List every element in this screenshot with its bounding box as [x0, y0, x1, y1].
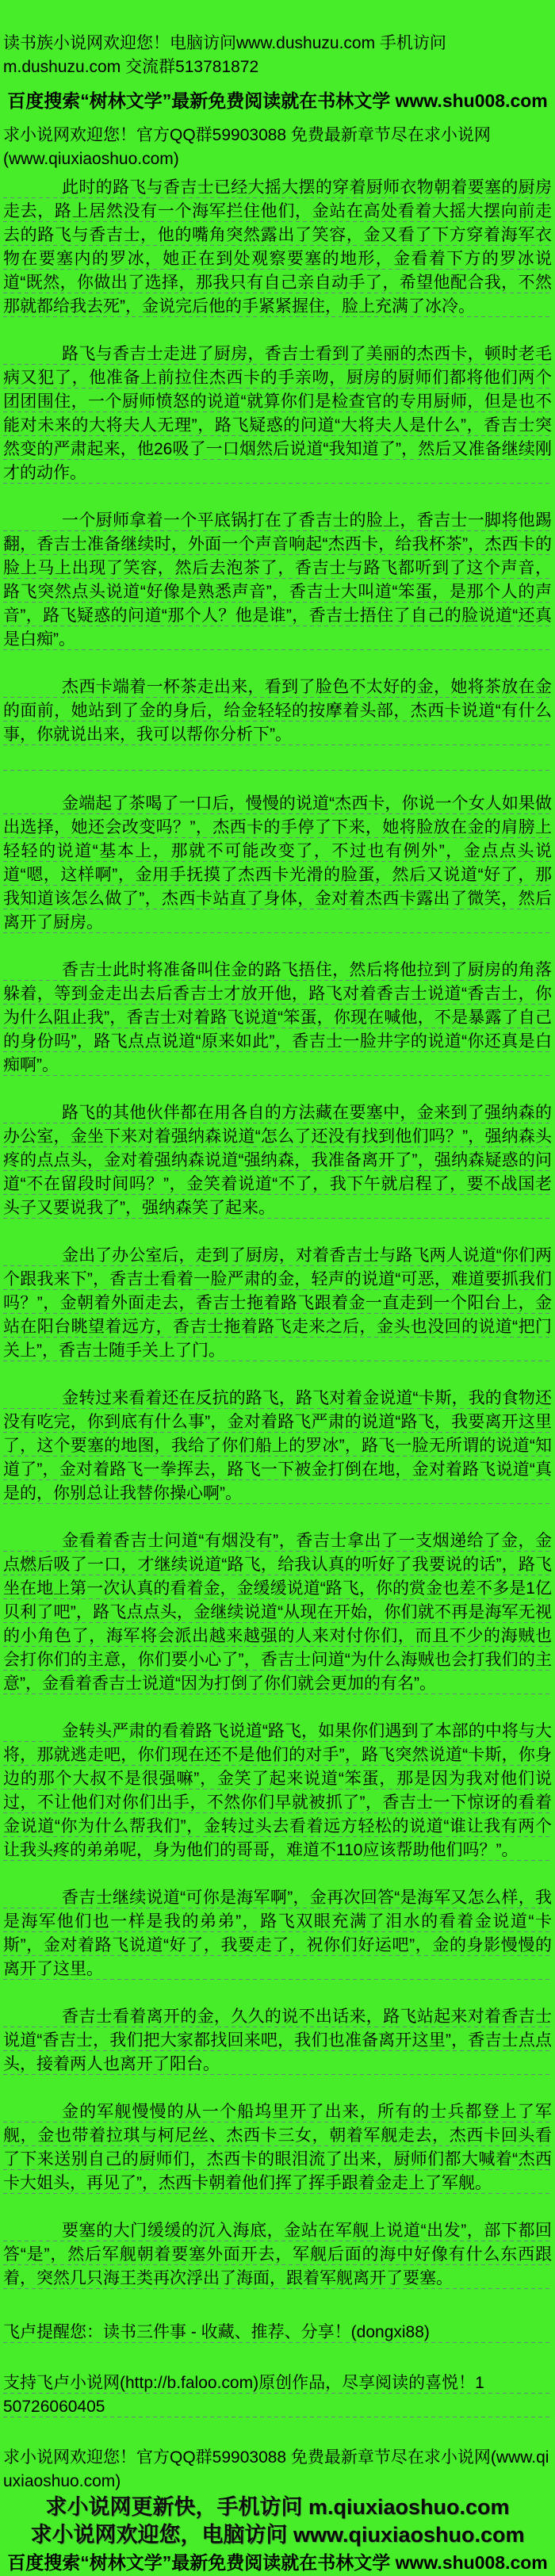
novel-paragraph: 香吉士看着离开的金，久久的说不出话来，路飞站起来对着香吉士说道“香吉士，我们把大家都找回来吧，我们也准备离开这里”，香吉士点点头，接着两人也离开了阳台。	[3, 2005, 552, 2076]
novel-paragraph: 香吉士继续说道“可你是海军啊”，金再次回答“是海军又怎么样，我是海军他们也一样是我的弟弟”，路飞双眼充满了泪水的看着金说道“卡斯”，金对着路飞说道“好了，我要走了，祝你们好运吧”，金的身影慢慢的离开了这里。	[3, 1886, 552, 1981]
qiuxiaoshuo-footer-banner: 求小说网欢迎您！官方QQ群59903088 免费最新章节尽在求小说网(www.qiuxiaoshuo.com)	[3, 2448, 549, 2490]
page-footer	[3, 2321, 552, 2576]
novel-paragraph: 此时的路飞与香吉士已经大摇大摆的穿着厨师衣物朝着要塞的厨房走去，路上居然没有一个海军拦住他们，金站在高处看着大摇大摆向前走去的路飞与香吉士，他的嘴角突然露出了笑容，金又看了下方穿着海军衣物在要塞内的罗冰，她正在到处观察要塞的地形，金看着下方的罗冰说道“既然，你做出了选择，那我只有自己亲自动手了，希望他配合我，不然那就都给我去死”，金说完后他的手紧紧握住，脸上充满了冰冷。	[3, 176, 552, 319]
novel-paragraph: 路飞与香吉士走进了厨房，香吉士看到了美丽的杰西卡，顿时老毛病又犯了，他准备上前拉住杰西卡的手亲吻，厨房的厨师们都将他们两个团团围住，一个厨师愤怒的说道“就算你们是检查官的专用厨师，但是也不能对未来的大将夫人无理”，路飞疑惑的问道“大将夫人是什么”，香吉士突然变的严肃起来，他26吸了一口烟然后说道“我知道了”，然后又准备继续刚才的动作。	[3, 343, 552, 485]
novel-paragraph: 金的军舰慢慢的从一个船坞里开了出来，所有的士兵都登上了军舰，金也带着拉琪与柯尼丝、杰西卡三女，朝着军舰走去，杰西卡回头看了下来送别自己的厨师们，杰西卡的眼泪流了出来，厨师们都大喊着“杰西卡大姐头，再见了”，杰西卡朝着他们挥了挥手跟着金走上了军舰。	[3, 2100, 552, 2195]
blank-underline-row	[3, 748, 552, 772]
novel-paragraph: 要塞的大门缓缓的沉入海底，金站在军舰上说道“出发”，部下都回答“是”，然后军舰朝着要塞外面开去，军舰后面的海中好像有什么东西跟着，突然几只海王类再次浮出了海面，跟着军舰离开了要塞。	[3, 2219, 552, 2291]
novel-paragraph: 路飞的其他伙伴都在用各自的方法藏在要塞中，金来到了强纳森的办公室，金坐下来对着强纳森说道“怎么了还没有找到他们吗？”，强纳森头疼的点点头，金对着强纳森说道“强纳森，我准备离开了”，强纳森疑惑的问道“不在留段时间吗？”，金笑着说道“不了，我下午就启程了，要不战国老头子又要说我了”，强纳森笑了起来。	[3, 1101, 552, 1220]
novel-paragraph: 金端起了茶喝了一口后，慢慢的说道“杰西卡，你说一个女人如果做出选择，她还会改变吗？”，杰西卡的手停了下来，她将脸放在金的肩膀上轻轻的说道“基本上，那就不可能改变了，不过也有例外”，金点点头说道“嗯，这样啊”，金用手抚摸了杰西卡光滑的脸蛋，然后又说道“好了，那我知道该怎么做了”，杰西卡站直了身体，金对着杰西卡露出了微笑，然后离开了厨房。	[3, 792, 552, 935]
chapter-body	[3, 176, 552, 2291]
novel-paragraph: 香吉士此时将准备叫住金的路飞捂住，然后将他拉到了厨房的角落躲着，等到金走出去后香吉士才放开他，路飞对着香吉士说道“香吉士，你为什么阻止我”，香吉士对着路飞说道“笨蛋，你现在喊他，不是暴露了自己的身份吗”，路飞点点说道“原来如此”，香吉士一脸井字的说道“你还真是白痴啊”。	[3, 959, 552, 1077]
novel-paragraph: 金转头严肃的看着路飞说道“路飞，如果你们遇到了本部的中将与大将，那就逃走吧，你们现在还不是他们的对手”，路飞突然说道“卡斯，你身边的那个大叔不是很强嘛”，金笑了起来说道“笨蛋，那是因为我对他们说过，不让他们对你们出手，不然你们早就被抓了”，香吉士一下惊讶的看着金说道“你为什么帮我们”，金转过头去看着远方轻松的说道“谁让我有两个让我头疼的弟弟呢，身为他们的哥哥，难道不110应该帮助他们吗？”。	[3, 1720, 552, 1862]
novel-paragraph: 金转过来看着还在反抗的路飞，路飞对着金说道“卡斯，我的食物还没有吃完，你到底有什么事”，金对着路飞严肃的说道“路飞，我要离开这里了，这个要塞的地图，我给了你们船上的罗冰”，路飞一脸无所谓的说道“知道了”，金对着路飞一拳挥去，路飞一下被金打倒在地，金对着路飞说道“真是的，你别总让我替你操心啊”。	[3, 1387, 552, 1506]
mobile-access-banner: 求小说网更新快，手机访问 m.qiuxiaoshuo.com	[45, 2495, 510, 2519]
novel-paragraph: 杰西卡端着一杯茶走出来，看到了脸色不太好的金，她将茶放在金的面前，她站到了金的身后，给金轻轻的按摩着头部，杰西卡说道“有什么事，你就说出来，我可以帮你分析下”。	[3, 676, 552, 747]
novel-paragraph: 金出了办公室后，走到了厨房，对着香吉士与路飞两人说道“你们两个跟我来下”，香吉士看着一脸严肃的金，轻声的说道“可恶，难道要抓我们吗？”，金朝着外面走去，香吉士拖着路飞跟着金一直走到一个阳台上，金站在阳台眺望着远方，香吉士拖着路飞走来之后，金头也没回的说道“把门关上”，香吉士随手关上了门。	[3, 1244, 552, 1363]
faloo-reminder-line: 飞卢提醒您：读书三件事 - 收藏、推荐、分享！(dongxi88)	[3, 2321, 552, 2344]
qiuxiaoshuo-banner: 求小说网欢迎您！官方QQ群59903088 免费最新章节尽在求小说网(www.qiuxiaoshuo.com)	[3, 126, 491, 168]
baidu-search-banner: 百度搜索“树林文学”最新免费阅读就在书林文学 www.shu008.com	[7, 90, 548, 111]
novel-paragraph: 一个厨师拿着一个平底锅打在了香吉士的脸上，香吉士一脚将他踢翻，香吉士准备继续时，外面一个声音响起“杰西卡，给我杯茶”，杰西卡的脸上马上出现了笑容，然后去泡茶了，香吉士与路飞都听到了这个声音，路飞突然点头说道“好像是熟悉声音”，香吉士大叫道“笨蛋，是那个人的声音”，路飞疑惑的问道“那个人？他是谁”，香吉士捂住了自己的脸说道“还真是白痴”。	[3, 509, 552, 652]
pc-access-banner: 求小说网欢迎您，电脑访问 www.qiuxiaoshuo.com	[30, 2523, 525, 2547]
faloo-support-number: 50726060405	[3, 2395, 552, 2419]
page-wrapper	[0, 32, 555, 2576]
site-welcome-banner: 读书族小说网欢迎您！电脑访问www.dushuzu.com 手机访问m.dushuzu.com 交流群513781872	[3, 34, 446, 76]
novel-reader-page	[0, 32, 555, 2573]
faloo-support-line: 支持飞卢小说网(http://b.faloo.com)原创作品，尽享阅读的喜悦！1	[3, 2371, 552, 2395]
novel-paragraph: 金看着香吉士问道“有烟没有”，香吉士拿出了一支烟递给了金，金点燃后吸了一口，才继续说道“路飞，给我认真的听好了我要说的话”，路飞坐在地上第一次认真的看着金，金缓缓说道“路飞，你的赏金也差不多是1亿贝利了吧”，路飞点点头，金继续说道“从现在开始，你们就不再是海军无视的小角色了，海军将会派出越来越强的人来对付你们，而且不少的海贼也会打你们的主意，你们要小心了”，香吉士问道“为什么海贼也会打我们的主意”，金看着香吉士说道“因为打倒了你们就会更加的有名”。	[3, 1529, 552, 1696]
shu008-footer-banner: 百度搜索“树林文学”最新免费阅读就在书林文学 www.shu008.com	[7, 2552, 548, 2573]
